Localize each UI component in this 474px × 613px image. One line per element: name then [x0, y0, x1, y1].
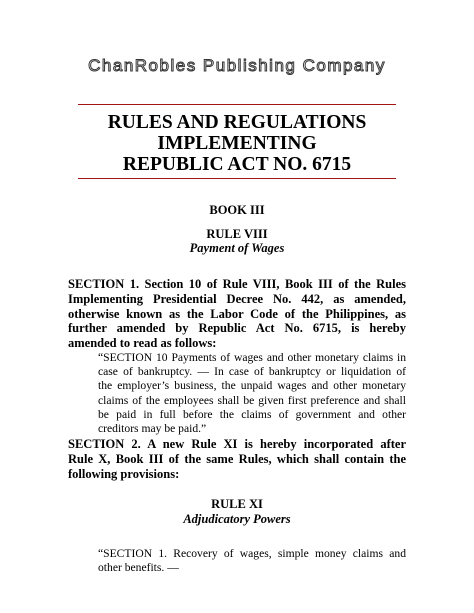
- section-1-line: Implementing Presidential Decree No. 442, as amended,: [68, 291, 406, 306]
- title-line-3: REPUBLIC ACT NO. 6715: [122, 154, 352, 175]
- rule-viii-heading: RULE VIII: [206, 227, 268, 241]
- rule-viii-subtitle: Payment of Wages: [189, 241, 285, 255]
- section-1-line: otherwise known as the Labor Code of the Philippines, as: [68, 306, 406, 321]
- quote-line: creditors may be paid.”: [98, 422, 207, 436]
- quote-line: “SECTION 1. Recovery of wages, simple money claims and: [98, 547, 406, 560]
- section-1-heading: [68, 277, 406, 351]
- section-2-line: Rule X, Book III of the same Rules, which shall contain the: [68, 451, 406, 466]
- quote-line: case of bankruptcy. — In case of bankruptcy or liquidation of: [98, 365, 406, 379]
- document-title: [0, 112, 474, 175]
- rule-xi-subtitle: Adjudicatory Powers: [183, 512, 291, 526]
- title-line-1: RULES AND REGULATIONS: [107, 112, 367, 133]
- quote-line: be paid in full before the claims of government and other: [98, 407, 406, 421]
- quote-line: “SECTION 10 Payments of wages and other monetary claims in: [98, 351, 406, 364]
- section-1-line: amended to read as follows:: [68, 336, 217, 351]
- book-heading: BOOK III: [209, 203, 265, 217]
- section-1-line: further amended by Republic Act No. 6715, is hereby: [68, 321, 406, 336]
- section-10-quote: [98, 351, 406, 436]
- quote-line: other benefits. —: [98, 561, 179, 575]
- title-line-2: IMPLEMENTING: [157, 133, 317, 154]
- section-2-line: following provisions:: [68, 466, 180, 481]
- section-1-line: SECTION 1. Section 10 of Rule VIII, Book III of the Rules: [68, 277, 406, 291]
- section-2-heading: [68, 437, 406, 481]
- quote-line: the employer’s business, the unpaid wages and other monetary: [98, 379, 406, 393]
- rule-xi-heading: RULE XI: [211, 497, 263, 511]
- bottom-divider: [78, 178, 396, 179]
- top-divider: [78, 104, 396, 105]
- section-2-line: SECTION 2. A new Rule XI is hereby incorporated after: [68, 437, 406, 451]
- publisher-name: ChanRobles Publishing Company: [88, 56, 386, 75]
- rule-xi-section-1-quote: [98, 547, 406, 575]
- quote-line: claims of the employees shall be given first preference and shall: [98, 393, 406, 407]
